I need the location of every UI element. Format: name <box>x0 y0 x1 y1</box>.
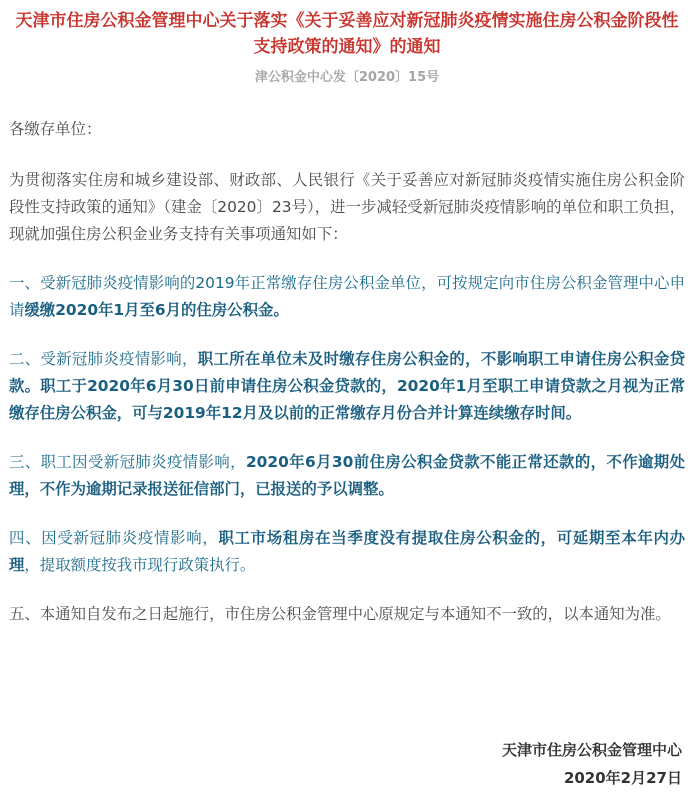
document-number: 津公积金中心发〔2020〕15号 <box>254 70 440 85</box>
item-two-text: 二、受新冠肺炎疫情影响， <box>9 350 198 368</box>
issuer-name: 天津市住房公积金管理中心 <box>501 741 682 759</box>
item-two <box>9 346 685 427</box>
item-three-text: 三、职工因受新冠肺炎疫情影响， <box>9 453 246 471</box>
intro-paragraph: 为贯彻落实住房和城乡建设部、财政部、人民银行《关于妥善应对新冠肺炎疫情实施住房公积金阶段性支持政策的通知》（建金〔2020〕23号），进一步减轻受新冠肺炎疫情影响的单位和职工负担，现就加强住房公积金业务支持有关事项通知如下： <box>9 171 685 243</box>
item-one-text: 一、受新冠肺炎疫情影响的2019年正常缴存住房公积金单位，可按规定向市住房公积金管理中心申请 <box>9 274 685 319</box>
salutation: 各缴存单位： <box>9 120 102 138</box>
item-four-text: 四、因受新冠肺炎疫情影响， <box>9 529 219 547</box>
item-four-tail: ，提取额度按我市现行政策执行。 <box>24 556 256 574</box>
item-five: 五、本通知自发布之日起施行，市住房公积金管理中心原规定与本通知不一致的，以本通知为准。 <box>9 605 671 623</box>
item-one-emphasis: 缓缴2020年1月至6月的住房公积金。 <box>24 301 289 319</box>
item-four-emphasis: 职工市场租房在当季度没有提取住房公积金的，可延期至本年内办理 <box>9 529 685 574</box>
item-one <box>9 270 685 324</box>
item-three <box>9 449 685 503</box>
notice-title: 天津市住房公积金管理中心关于落实《关于妥善应对新冠肺炎疫情实施住房公积金阶段性支持政策的通知》的通知 <box>15 11 679 57</box>
item-three-emphasis: 2020年6月30前住房公积金贷款不能正常还款的，不作逾期处理，不作为逾期记录报送征信部门，已报送的予以调整。 <box>9 453 685 498</box>
item-four <box>9 525 685 579</box>
signature-block <box>502 736 682 792</box>
item-two-emphasis: 职工所在单位未及时缴存住房公积金的，不影响职工申请住房公积金贷款。职工于2020年6月30日前申请住房公积金贷款的，2020年1月至职工申请贷款之月视为正常缴存住房公积金，可与2019年12月及以前的正常缴存月份合并计算连续缴存时间。 <box>9 350 685 422</box>
issue-date: 2020年2月27日 <box>563 769 682 787</box>
